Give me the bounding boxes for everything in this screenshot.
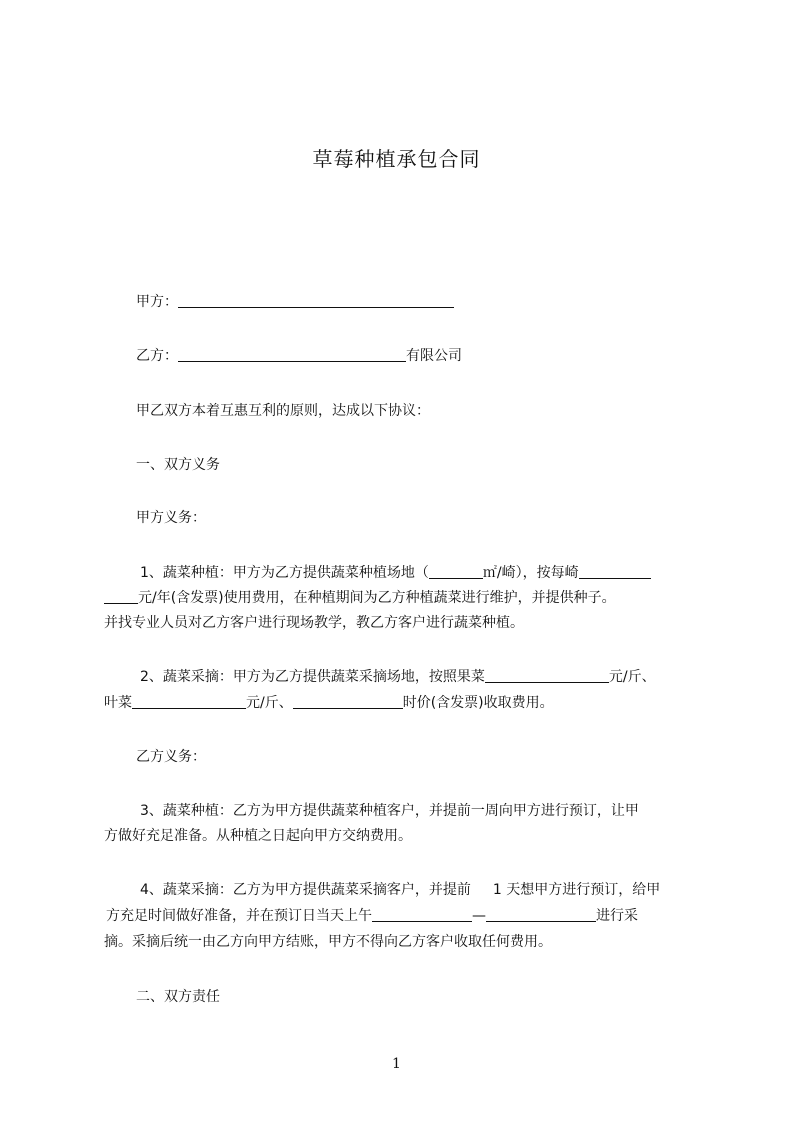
item-4-line-3: 摘。采摘后统一由乙方向甲方结账，甲方不得向乙方客户收取任何费用。	[104, 934, 552, 950]
item-1-line-3: 并找专业人员对乙方客户进行现场教学，教乙方客户进行蔬菜种植。	[104, 615, 524, 631]
item-1-line-2	[104, 587, 616, 607]
item-4-text-c: 方充足时间做好准备，并在预订日当天上午	[106, 908, 372, 924]
item-4-dash: —	[472, 908, 486, 924]
intro-text: 甲乙双方本着互惠互利的原则，达成以下协议：	[136, 403, 430, 419]
party-b-line	[136, 345, 462, 365]
item-4-line-2	[106, 905, 638, 925]
area-blank	[429, 564, 483, 579]
section-2-heading: 二、双方责任	[136, 989, 220, 1005]
leaf-veg-price-blank	[132, 694, 246, 709]
price-blank	[579, 564, 651, 579]
item-4-text-d: 进行采	[596, 908, 638, 924]
party-b-label: 乙方：	[136, 348, 178, 364]
section-1-heading: 一、双方义务	[136, 457, 220, 473]
page-number: 1	[392, 1056, 401, 1072]
fruit-veg-price-blank	[485, 668, 609, 683]
start-time-blank	[372, 907, 472, 922]
party-a-label: 甲方：	[136, 294, 178, 310]
party-b-blank	[178, 347, 406, 362]
item-1-text-a: 1、蔬菜种植：甲方为乙方提供蔬菜种植场地（	[140, 565, 429, 581]
item-3-line-2: 方做好充足准备。从种植之日起向甲方交纳费用。	[104, 828, 412, 844]
item-4-text-a: 4、蔬菜采摘：乙方为甲方提供蔬菜采摘客户，并提前	[140, 882, 471, 898]
price-blank-cont	[104, 589, 138, 604]
item-4-text-b: 1 天想甲方进行预订，给甲	[492, 882, 661, 898]
party-a-blank	[178, 293, 454, 308]
item-4-line-1	[140, 879, 660, 899]
item-1-line-1	[140, 562, 651, 582]
item-3-line-1: 3、蔬菜种植：乙方为甲方提供蔬菜种植客户，并提前一周向甲方进行预订，让甲	[140, 803, 639, 819]
item-2-text-c: 叶菜	[104, 695, 132, 711]
item-2-text-a: 2、蔬菜采摘：甲方为乙方提供蔬菜采摘场地，按照果菜	[140, 669, 485, 685]
item-2-text-b: 元/斤、	[608, 669, 656, 685]
item-2-text-e: 时价(含发票)收取费用。	[402, 695, 554, 711]
item-1-text-b: ㎡/崎），按每崎	[482, 565, 579, 581]
market-price-blank	[293, 694, 403, 709]
item-2-line-2	[104, 692, 554, 712]
end-time-blank	[486, 907, 596, 922]
party-b-duties-heading: 乙方义务：	[136, 749, 206, 765]
item-1-text-c: 元/年(含发票)使用费用，在种植期间为乙方种植蔬菜进行维护，并提供种子。	[138, 590, 616, 606]
item-2-text-d: 元/斤、	[246, 695, 293, 711]
party-b-suffix: 有限公司	[406, 348, 462, 364]
party-a-line	[136, 291, 454, 311]
document-title: 草莓种植承包合同	[312, 147, 481, 171]
item-2-line-1	[140, 666, 656, 686]
party-a-duties-heading: 甲方义务：	[136, 510, 206, 526]
